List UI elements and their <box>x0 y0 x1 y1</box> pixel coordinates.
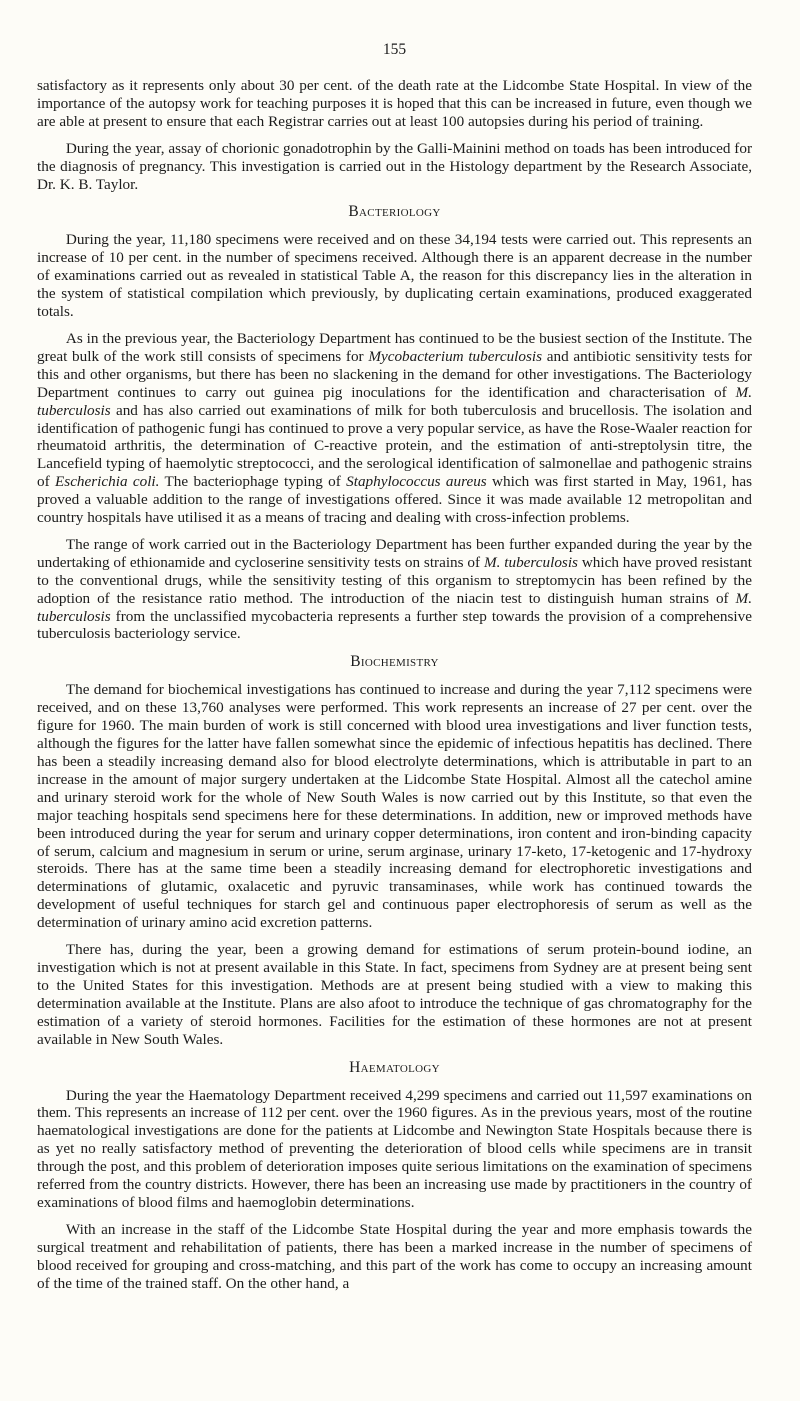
heading-bacteriology: Bacteriology <box>348 203 441 221</box>
text-run: The range of work carried out in the Bacteriology Department has been further expanded during the year by the undertaking of ethionamide and cycloserine sensitivity tests on strains of <box>37 535 752 571</box>
italic-term: Staphylococcus aureus <box>346 473 487 491</box>
text-run: satisfactory as it represents only about 30 per cent. of the death rate at the Lidcombe State Hospital. In view of the importance of the autopsy work for teaching purposes it is hoped that this can be increased in future, even though we are able at present to ensure that each Registrar carries out at least 100 autopsies during his period of training. <box>37 77 752 130</box>
text-run: There has, during the year, been a growing demand for estimations of serum protein-bound iodine, an investigation which is not at present available in this State. In fact, specimens from Sydney are at present being sent to the United States for this investigation. Methods are at present being studied with a view to making this determination available at the Institute. Plans are also afoot to introduce the technique of gas chromatography for the estimation of a variety of steroid hormones. Facilities for the estimation of these hormones are not at present available in New South Wales. <box>37 941 752 1048</box>
page-number: 155 <box>382 41 407 58</box>
text-run: from the unclassified mycobacteria represents a further step towards the provision of a comprehensive tuberculosis bacteriology service. <box>37 607 752 643</box>
paragraph-8 <box>37 1087 752 1212</box>
text-run: With an increase in the staff of the Lidcombe State Hospital during the year and more emphasis towards the surgical treatment and rehabilitation of patients, there has been a marked increase in the number of specimens of blood received for grouping and cross-matching, and this part of the work has come to occupy an increasing amount of the time of the trained staff. On the other hand, a <box>37 1220 752 1292</box>
paragraph-9 <box>37 1221 752 1293</box>
paragraph-4 <box>37 330 752 527</box>
text-run: which was first started in May, 1961, has proved a valuable addition to the range of investigations offered. Since it was made available 12 metropolitan and country hospitals have utilised it as a means of tracing and dealing with cross-infection problems. <box>37 473 752 527</box>
text-run: During the year, 11,180 specimens were received and on these 34,194 tests were carried out. This represents an increase of 10 per cent. in the number of specimens received. Although there is an apparent decrease in the number of examinations carried out as revealed in statistical Table A, the reason for this discrepancy lies in the alteration in the system of statistical compilation which previously, by duplicating certain examinations, produced exaggerated totals. <box>37 231 752 321</box>
paragraph-7 <box>37 941 752 1048</box>
italic-term: Escherichia coli. <box>55 473 160 491</box>
italic-term: M. tuberculosis <box>483 553 578 571</box>
italic-term: M. tuberculosis <box>37 589 752 625</box>
text-run: During the year, assay of chorionic gonadotrophin by the Galli-Mainini method on toads has been introduced for the diagnosis of pregnancy. This investigation is carried out in the Histology department by the Research Associate, Dr. K. B. Taylor. <box>37 139 752 193</box>
heading-haematology: Haematology <box>349 1058 440 1076</box>
text-run: The bacteriophage typing of <box>159 473 347 491</box>
paragraph-1 <box>37 77 752 131</box>
text-run: During the year the Haematology Department received 4,299 specimens and carried out 11,597 examinations on them. This represents an increase of 112 per cent. over the 1960 figures. As in the previous years, most of the routine haematological investigations are done for the patients at Lidcombe and Newington State Hospitals because there is as yet no really satisfactory method of preventing the deterioration of blood cells while specimens are in transit through the post, and this problem of deterioration imposes quite serious limitations on the examination of specimens referred from the country districts. However, there has been an increasing use made by practitioners in the country of examinations of blood films and haemoglobin determinations. <box>37 1086 752 1211</box>
text-run: As in the previous year, the Bacteriology Department has continued to be the busiest section of the Institute. The great bulk of the work still consists of specimens for <box>37 329 752 365</box>
heading-biochemistry: Biochemistry <box>350 653 439 671</box>
italic-term: Mycobacterium tuberculosis <box>368 347 543 365</box>
text-run: The demand for biochemical investigations has continued to increase and during the year 7,112 specimens were received, and on these 13,760 analyses were performed. This work represents an increase of 27 per cent. over the figure for 1960. The main burden of work is still concerned with blood urea investigations and liver function tests, although the figures for the latter have fallen somewhat since the epidemic of infectious hepatitis has declined. There has been a steadily increasing demand also for blood electrolyte determinations, which is attributable in part to an increase in the amount of major surgery undertaken at the Lidcombe State Hospital. Almost all the catechol amine and urinary steroid work for the whole of New South Wales is now carried out by this Institute, so that even the major teaching hospitals send specimens here for these determinations. In addition, new or improved methods have been introduced during the year for serum and urinary copper determinations, iron content and iron-binding capacity of serum, calcium and magnesium in serum or urine, serum arginase, urinary 17-keto, 17-ketogenic and 17-hydroxy steroids. There has at the same time been a steadily increasing demand for electrophoretic investigations and determinations of glutamic, oxalacetic and pyruvic transaminases, while work has continued towards the development of useful techniques for starch gel and continuous paper electrophoresis of serum as well as the determination of urinary amino acid excretion patterns. <box>37 681 752 932</box>
text-run: and has also carried out examinations of milk for both tuberculosis and brucellosis. The isolation and identification of pathogenic fungi has continued to prove a very popular service, as have the Rose-Waaler reaction for rheumatoid arthritis, the determination of C-reactive protein, and the estimation of anti-streptolysin titre, the Lancefield typing of haemolytic streptococci, and the serological identification of salmonellae and pathogenic strains of <box>37 401 752 491</box>
text-run: and antibiotic sensitivity tests for this and other organisms, but there has been no slackening in the demand for other investigations. The Bacteriology Department continues to carry out guinea pig inoculations for the identification and characterisation of <box>37 347 752 401</box>
document-body <box>37 77 752 1292</box>
paragraph-6 <box>37 681 752 932</box>
paragraph-5 <box>37 536 752 643</box>
text-run: which have proved resistant to the conventional drugs, while the sensitivity testing of this organism to streptomycin has been refined by the adoption of the resistance ratio method. The introduction of the niacin test to distinguish human strains of <box>37 553 752 607</box>
paragraph-2 <box>37 140 752 194</box>
paragraph-3 <box>37 231 752 321</box>
italic-term: M. tuberculosis <box>37 383 752 419</box>
